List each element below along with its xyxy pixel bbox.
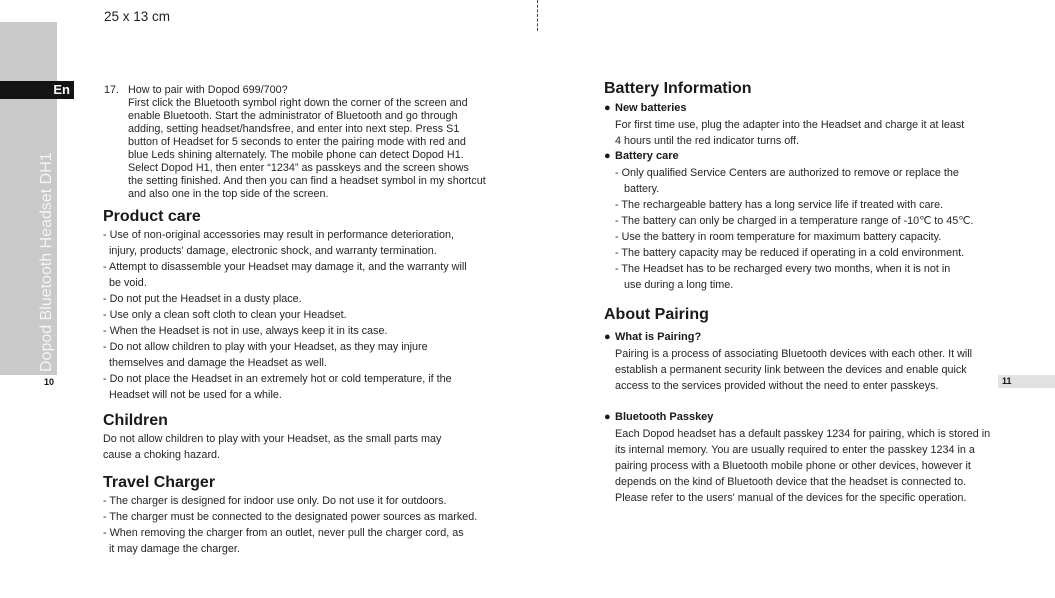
bluetooth-passkey-subheading bbox=[604, 409, 713, 425]
list-item: - When the Headset is not in use, always keep it in its case. bbox=[103, 325, 388, 337]
list-item-continuation: themselves and damage the Headset as well. bbox=[109, 357, 327, 369]
list-item: - Use only a clean soft cloth to clean your Headset. bbox=[103, 309, 347, 321]
faq-answer-line: button of Headset for 5 seconds to enter the pairing mode with red and bbox=[128, 136, 466, 148]
language-tab bbox=[0, 81, 74, 99]
faq-question-row bbox=[104, 84, 486, 97]
language-label: En bbox=[53, 82, 70, 97]
faq-question: How to pair with Dopod 699/700? bbox=[128, 84, 288, 96]
list-item: - Do not place the Headset in an extremely hot or cold temperature, if the bbox=[103, 373, 452, 385]
bullet-icon: ● bbox=[604, 150, 611, 162]
subheading-label: What is Pairing? bbox=[615, 331, 702, 343]
list-item: - The rechargeable battery has a long service life if treated with care. bbox=[615, 199, 944, 211]
product-care-list bbox=[103, 227, 467, 403]
product-care-heading: Product care bbox=[103, 208, 201, 225]
faq-item bbox=[104, 84, 486, 201]
list-item: - The battery capacity may be reduced if operating in a cold environment. bbox=[615, 247, 965, 259]
page-number-right: 11 bbox=[1002, 376, 1012, 386]
list-item: - The Headset has to be recharged every two months, when it is not in bbox=[615, 263, 951, 275]
list-item: - Use the battery in room temperature for maximum battery capacity. bbox=[615, 231, 942, 243]
list-item-continuation: it may damage the charger. bbox=[109, 543, 240, 555]
list-item-continuation: battery. bbox=[624, 183, 660, 195]
paragraph-line: depends on the kind of Bluetooth device that the headset is connected to. bbox=[615, 476, 967, 488]
faq-number: 17. bbox=[104, 84, 120, 96]
bluetooth-passkey-text bbox=[615, 426, 990, 506]
page-number-bar-right bbox=[998, 375, 1055, 388]
battery-care-list bbox=[615, 165, 973, 293]
paragraph-line: Please refer to the users' manual of the devices for the specific operation. bbox=[615, 492, 967, 504]
list-item: - Do not allow children to play with your Headset, as they may injure bbox=[103, 341, 428, 353]
page-size-note: 25 x 13 cm bbox=[104, 9, 171, 24]
faq-answer-line: the setting finished. And then you can find a headset symbol in my shortcut bbox=[128, 175, 486, 187]
list-item: - When removing the charger from an outlet, never pull the charger cord, as bbox=[103, 527, 464, 539]
children-heading: Children bbox=[103, 412, 168, 429]
new-batteries-text bbox=[615, 117, 964, 149]
faq-answer-line: blue Leds shining alternately. The mobile phone can detect Dopod H1. bbox=[128, 149, 464, 161]
about-pairing-heading: About Pairing bbox=[604, 306, 709, 323]
list-item: - The charger must be connected to the designated power sources as marked. bbox=[103, 511, 478, 523]
faq-answer-line: First click the Bluetooth symbol right down the corner of the screen and bbox=[128, 97, 468, 109]
list-item-continuation: use during a long time. bbox=[624, 279, 734, 291]
faq-answer-line: and also one in the top side of the screen. bbox=[128, 188, 329, 200]
travel-charger-list bbox=[103, 493, 477, 557]
faq-answer-line: Select Dopod H1, then enter “1234” as passkeys and the screen shows bbox=[128, 162, 469, 174]
list-item-continuation: Headset will not be used for a while. bbox=[109, 389, 282, 401]
subheading-label: Bluetooth Passkey bbox=[615, 411, 714, 423]
battery-information-heading: Battery Information bbox=[604, 80, 752, 97]
subheading-label: New batteries bbox=[615, 102, 687, 114]
list-item: - The charger is designed for indoor use only. Do not use it for outdoors. bbox=[103, 495, 447, 507]
paragraph-line: access to the services provided without the need to enter passkeys. bbox=[615, 380, 939, 392]
children-text bbox=[103, 431, 441, 463]
paragraph-line: Each Dopod headset has a default passkey 1234 for pairing, which is stored in bbox=[615, 428, 991, 440]
paragraph-line: its internal memory. You are usually required to enter the passkey 1234 in a bbox=[615, 444, 975, 456]
faq-answer-line: enable Bluetooth. Start the administrator of Bluetooth and go through bbox=[128, 110, 458, 122]
list-item: - Only qualified Service Centers are authorized to remove or replace the bbox=[615, 167, 959, 179]
what-is-pairing-text bbox=[615, 346, 972, 394]
subheading-label: Battery care bbox=[615, 150, 679, 162]
paragraph-line: establish a permanent security link between the devices and enable quick bbox=[615, 364, 967, 376]
paragraph-line: 4 hours until the red indicator turns off. bbox=[615, 135, 800, 147]
list-item: - Attempt to disassemble your Headset may damage it, and the warranty will bbox=[103, 261, 467, 273]
new-batteries-subheading bbox=[604, 100, 687, 116]
fold-line bbox=[537, 0, 538, 31]
list-item: - Use of non-original accessories may result in performance deterioration, bbox=[103, 229, 455, 241]
paragraph-line: cause a choking hazard. bbox=[103, 449, 221, 461]
battery-care-subheading bbox=[604, 148, 679, 164]
list-item-continuation: be void. bbox=[109, 277, 147, 289]
list-item: - Do not put the Headset in a dusty place. bbox=[103, 293, 302, 305]
paragraph-line: Do not allow children to play with your Headset, as the small parts may bbox=[103, 433, 442, 445]
bullet-icon: ● bbox=[604, 411, 611, 423]
faq-answer-line: adding, setting headset/handsfree, and enter into next step. Press S1 bbox=[128, 123, 460, 135]
what-is-pairing-subheading bbox=[604, 329, 701, 345]
paragraph-line: Pairing is a process of associating Bluetooth devices with each other. It will bbox=[615, 348, 973, 360]
travel-charger-heading: Travel Charger bbox=[103, 474, 216, 491]
bullet-icon: ● bbox=[604, 331, 611, 343]
bullet-icon: ● bbox=[604, 102, 611, 114]
paragraph-line: pairing process with a Bluetooth mobile phone or other devices, however it bbox=[615, 460, 971, 472]
list-item-continuation: injury, products' damage, electronic shock, and warranty termination. bbox=[109, 245, 437, 257]
paragraph-line: For first time use, plug the adapter into the Headset and charge it at least bbox=[615, 119, 965, 131]
page-number-left: 10 bbox=[44, 377, 55, 387]
sidebar-title: Dopod Bluetooth Headset DH1 bbox=[38, 152, 55, 372]
list-item: - The battery can only be charged in a temperature range of -10℃ to 45℃. bbox=[615, 215, 974, 227]
